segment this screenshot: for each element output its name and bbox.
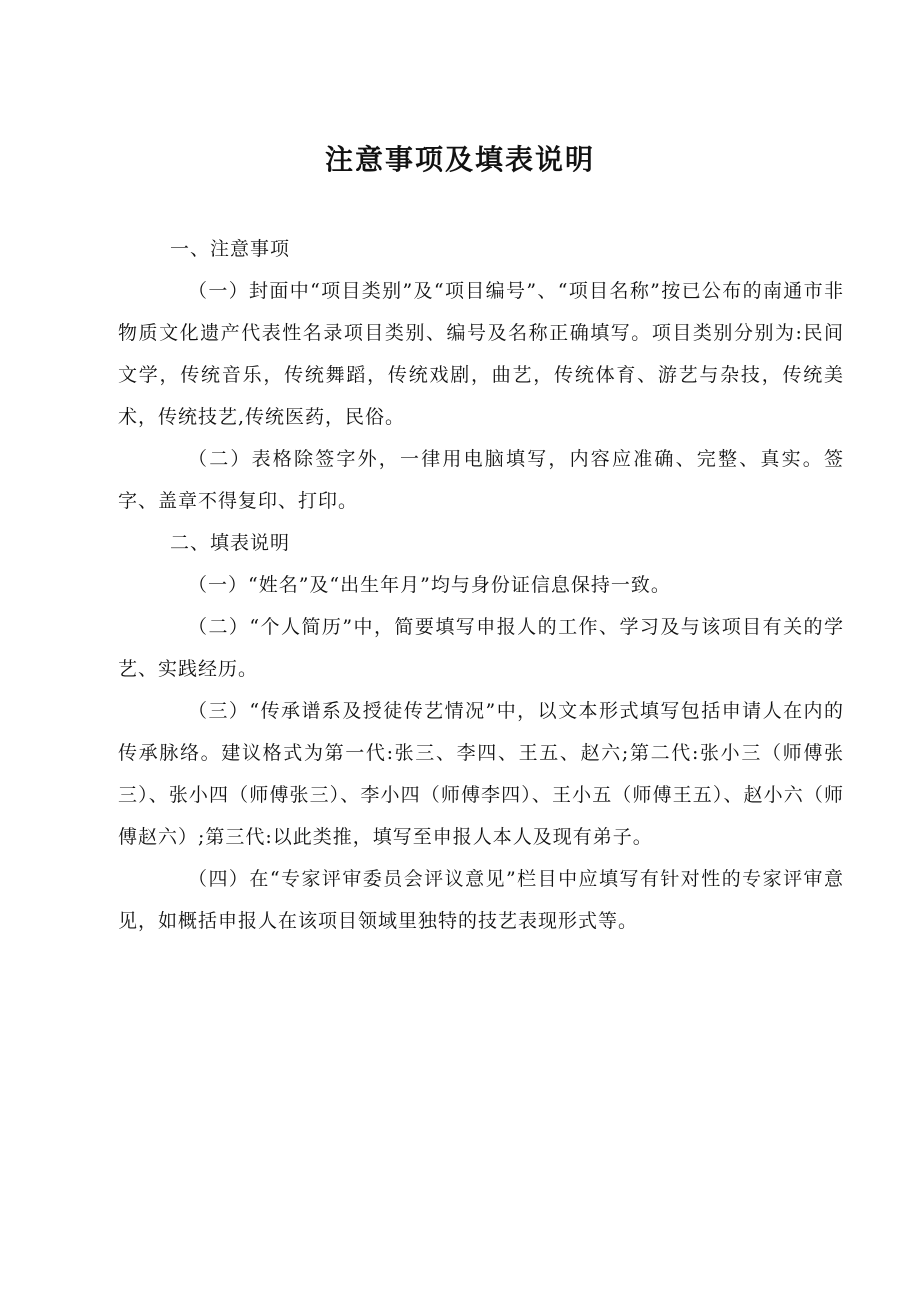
document-body [118, 228, 844, 942]
instructions-item-4: （四）在“专家评审委员会评议意见”栏目中应填写有针对性的专家评审意见，如概括申报人在该项目领域里独特的技艺表现形式等。 [118, 868, 844, 932]
section-heading-notes: 一、注意事项 [170, 238, 291, 260]
section-heading-instructions: 二、填表说明 [170, 532, 291, 554]
instructions-item-2: （二）“个人简历”中，简要填写申报人的工作、学习及与该项目有关的学艺、实践经历。 [118, 616, 844, 680]
notes-item-1: （一）封面中“项目类别”及“项目编号”、“项目名称”按已公布的南通市非物质文化遗产代表性名录项目类别、编号及名称正确填写。项目类别分别为:民间文学，传统音乐，传统舞蹈，传统戏剧，曲艺，传统体育、游艺与杂技，传统美术，传统技艺,传统医药，民俗。 [118, 280, 844, 428]
instructions-item-1: （一）“姓名”及“出生年月”均与身份证信息保持一致。 [188, 574, 671, 596]
instructions-item-3: （三）“传承谱系及授徒传艺情况”中，以文本形式填写包括申请人在内的传承脉络。建议格式为第一代:张三、李四、王五、赵六;第二代:张小三（师傅张三）、张小四（师傅张三）、李小四（师傅李四）、王小五（师傅王五）、赵小六（师傅赵六）;第三代:以此类推，填写至申报人本人及现有弟子。 [118, 700, 844, 848]
page-title: 注意事项及填表说明 [324, 143, 595, 176]
notes-item-2: （二）表格除签字外，一律用电脑填写，内容应准确、完整、真实。签字、盖章不得复印、打印。 [118, 448, 844, 512]
